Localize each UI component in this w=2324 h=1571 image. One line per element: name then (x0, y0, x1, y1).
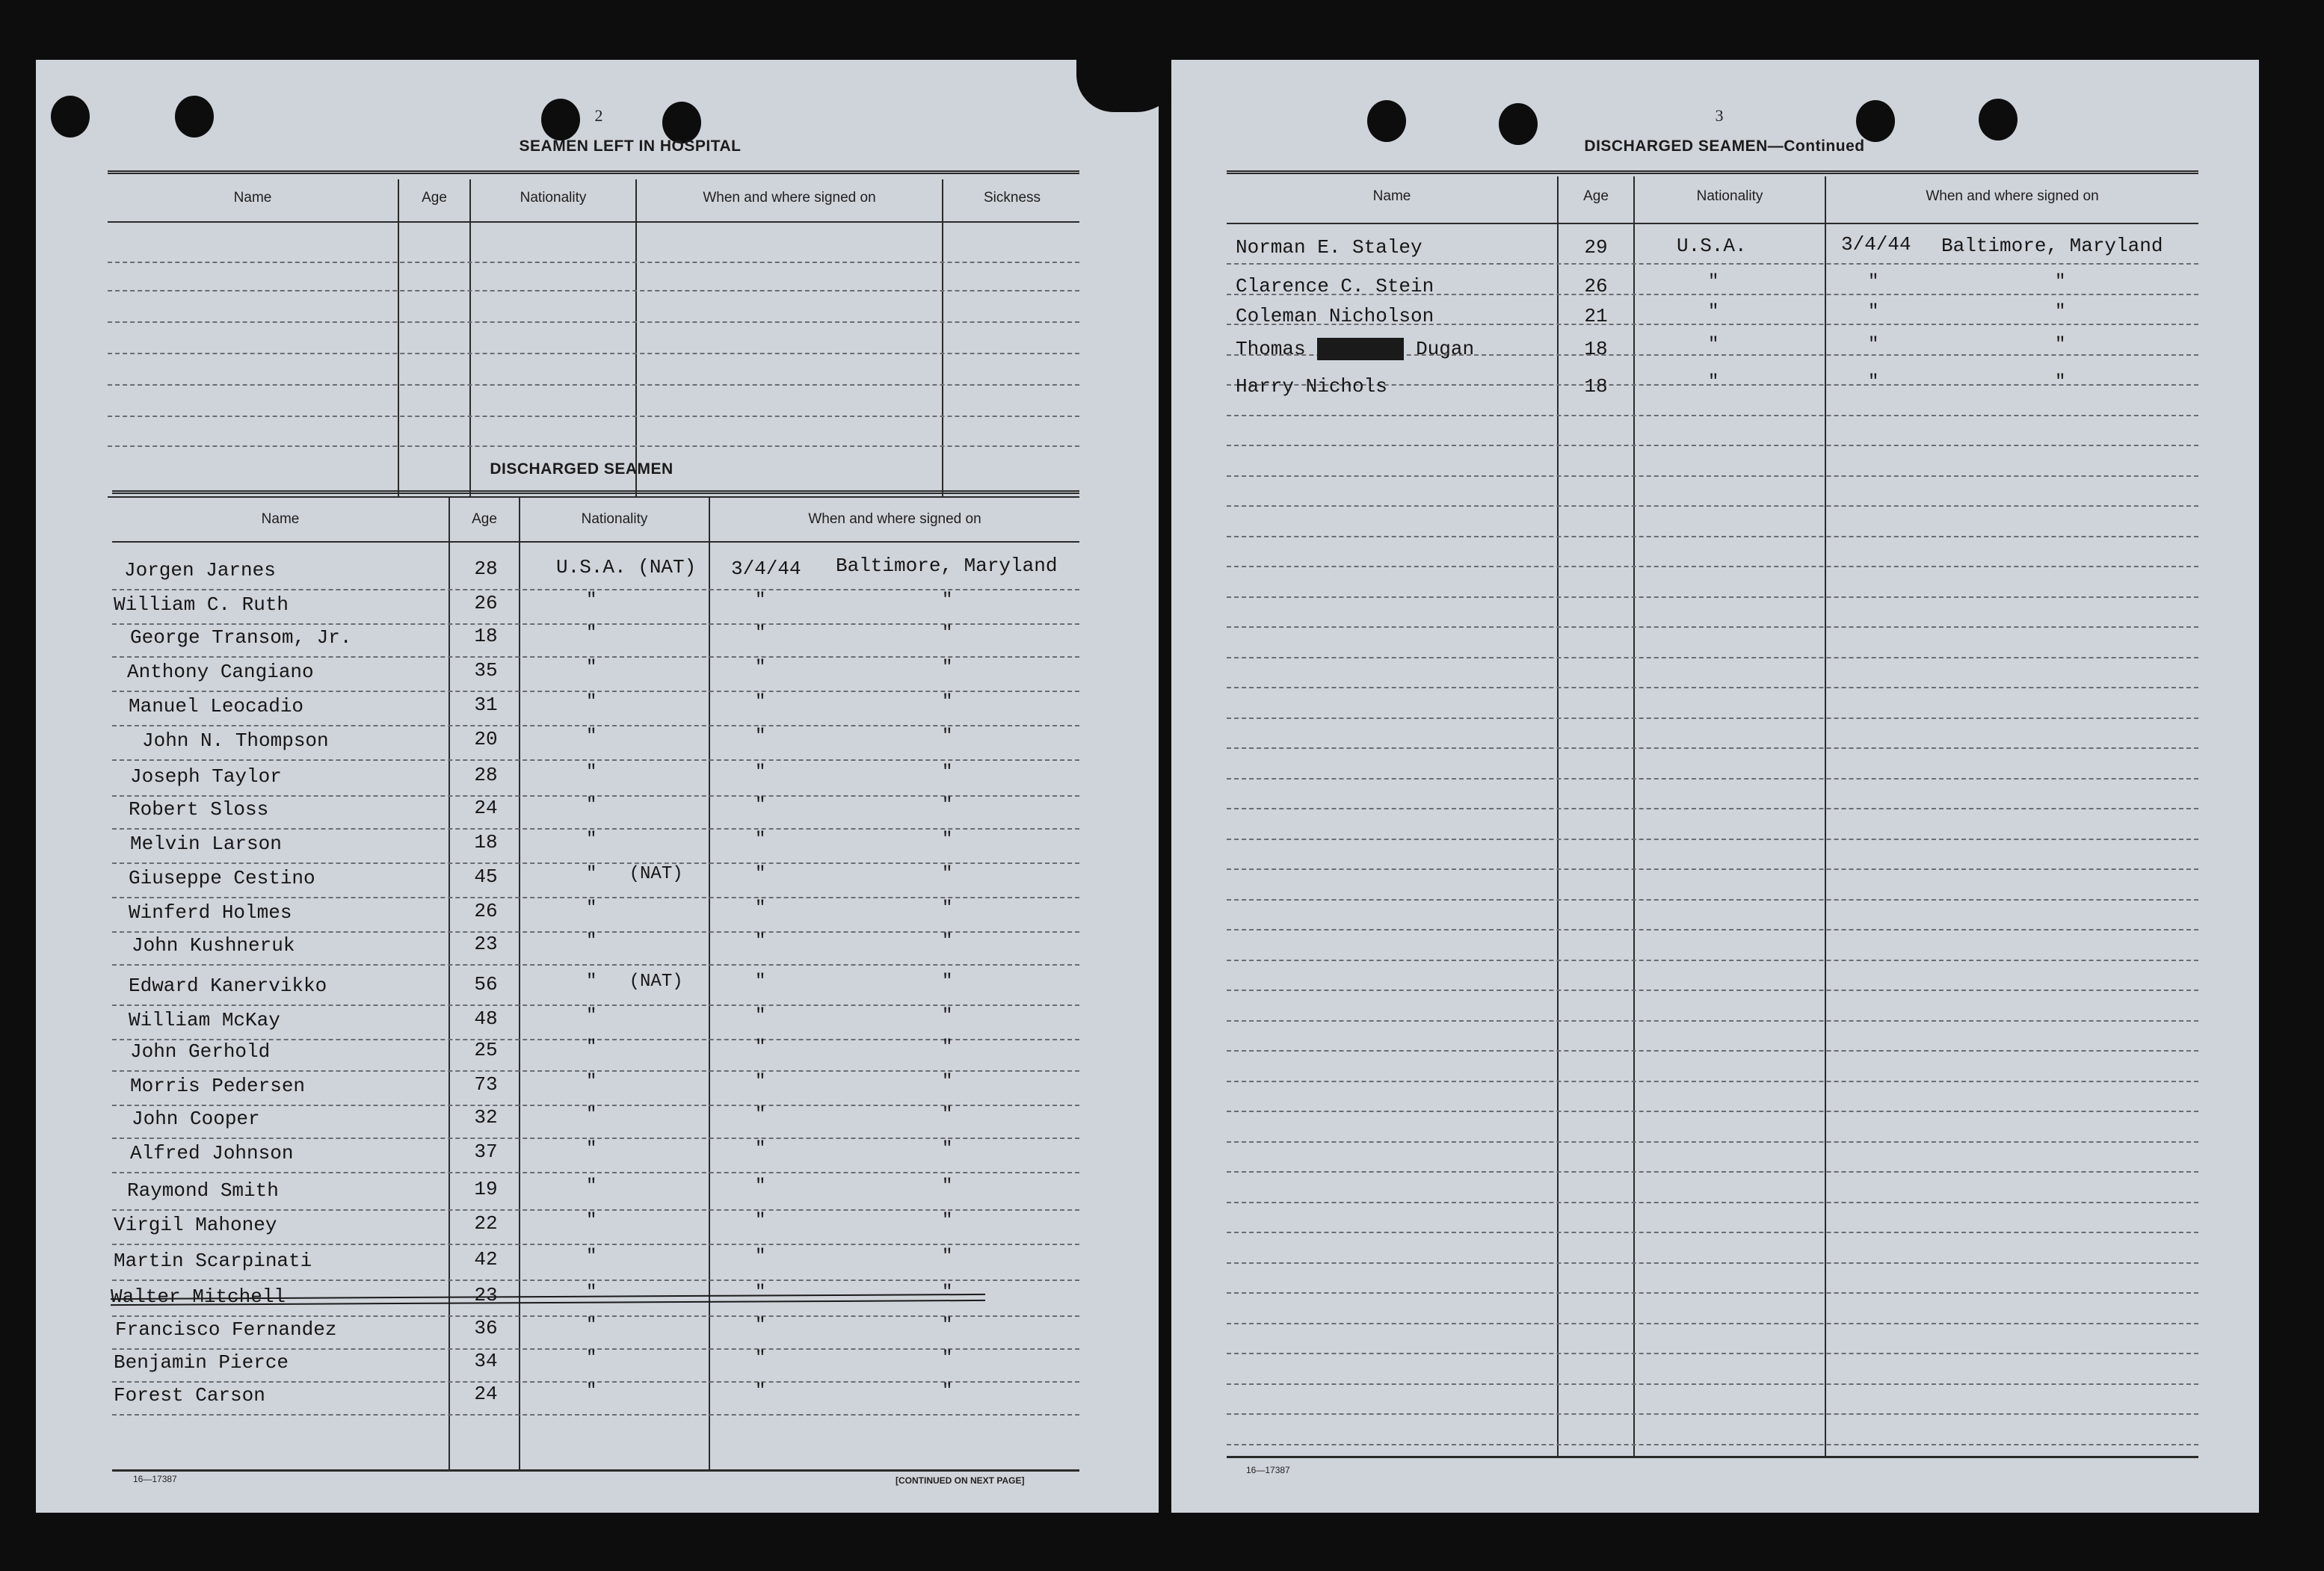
signed-place: " (942, 1105, 953, 1125)
row-rule (108, 262, 1079, 263)
signed-date: " (755, 1105, 766, 1125)
table-rule (1227, 170, 2198, 174)
seaman-age: 18 (474, 831, 498, 854)
signed-place: " (2055, 272, 2066, 292)
seaman-age: 48 (474, 1007, 498, 1030)
row-rule (108, 353, 1079, 354)
seaman-age: 21 (1584, 305, 1608, 327)
signed-date: " (755, 590, 766, 611)
row-rule (1227, 868, 2198, 870)
row-rule (112, 1280, 1079, 1281)
seaman-nationality: " (586, 1381, 597, 1401)
seaman-age: 32 (474, 1106, 498, 1129)
seaman-name: Coleman Nicholson (1236, 305, 1434, 327)
seaman-nationality: " (586, 1105, 597, 1125)
row-rule (1227, 808, 2198, 809)
signed-date: 3/4/44 (731, 558, 801, 580)
seaman-age: 24 (474, 1383, 498, 1405)
row-rule (1227, 626, 2198, 628)
seaman-nationality: " (586, 1211, 597, 1231)
seaman-nationality: " (586, 590, 597, 611)
seaman-nationality: " (586, 726, 597, 747)
seaman-name: Robert Sloss (129, 798, 269, 821)
seaman-age: 23 (474, 1284, 498, 1306)
name-first: Thomas (1236, 338, 1306, 360)
signed-place: " (2055, 372, 2066, 392)
row-rule (1227, 505, 2198, 507)
seaman-age: 18 (474, 625, 498, 647)
signed-place: " (942, 762, 953, 783)
row-rule (1227, 536, 2198, 537)
signed-date: " (755, 1348, 766, 1368)
signed-date: " (1868, 372, 1879, 392)
seaman-name: Manuel Leocadio (129, 695, 304, 717)
seaman-name: Walter Mitchell (111, 1285, 286, 1308)
signed-place: " (942, 1211, 953, 1231)
row-rule (1227, 747, 2198, 749)
row-rule (112, 1172, 1079, 1173)
row-rule (112, 964, 1079, 966)
seaman-age: 23 (474, 933, 498, 955)
row-rule (1227, 990, 2198, 991)
row-rule (108, 290, 1079, 291)
signed-date: " (755, 623, 766, 643)
seaman-name: Benjamin Pierce (114, 1351, 289, 1374)
signed-place: " (942, 1176, 953, 1197)
row-rule (1227, 717, 2198, 719)
signed-place: " (942, 1315, 953, 1336)
seaman-nationality: " (586, 1247, 597, 1267)
column-header: Nationality (520, 190, 587, 206)
row-rule (1227, 899, 2198, 901)
seaman-name: Alfred Johnson (130, 1142, 294, 1164)
seaman-age: 22 (474, 1212, 498, 1235)
seaman-age: 73 (474, 1073, 498, 1096)
column-header: Name (261, 511, 300, 527)
signed-place: " (942, 1139, 953, 1159)
seaman-name (1236, 338, 1474, 360)
seaman-age: 29 (1584, 236, 1608, 259)
right-page (1171, 60, 2259, 1513)
signed-place: " (942, 658, 953, 678)
seaman-name: Clarence C. Stein (1236, 275, 1434, 297)
column-header: Nationality (581, 511, 648, 527)
row-rule (108, 384, 1079, 386)
redacted-name (1317, 338, 1404, 360)
seaman-nationality: " (586, 762, 597, 783)
seaman-nationality: " (NAT) (586, 972, 683, 992)
row-rule (1227, 1141, 2198, 1143)
signed-date: " (755, 972, 766, 992)
signed-date: " (755, 1006, 766, 1026)
discharged-title: DISCHARGED SEAMEN (490, 460, 674, 478)
header-rule (1227, 223, 2198, 224)
seaman-name: Anthony Cangiano (127, 661, 314, 683)
column-header: Age (422, 190, 447, 206)
row-rule (112, 1414, 1079, 1416)
row-rule (108, 445, 1079, 447)
signed-date: " (755, 1139, 766, 1159)
signed-place: " (942, 972, 953, 992)
signed-date: " (755, 931, 766, 951)
continued-note: [CONTINUED ON NEXT PAGE] (896, 1475, 1025, 1486)
seaman-age: 26 (474, 900, 498, 922)
seaman-nationality: " (586, 1072, 597, 1092)
row-rule (1227, 1081, 2198, 1082)
seaman-nationality: " (NAT) (586, 864, 683, 884)
signed-place: " (942, 1348, 953, 1368)
punch-hole-icon (175, 96, 214, 138)
punch-hole-icon (1979, 99, 2018, 141)
seaman-nationality: " (1708, 272, 1719, 292)
signed-date: 3/4/44 (1841, 233, 1911, 256)
signed-date: " (755, 1315, 766, 1336)
signed-date: " (755, 762, 766, 783)
seaman-age: 37 (474, 1141, 498, 1163)
seaman-nationality: " (586, 1283, 597, 1303)
seaman-age: 42 (474, 1248, 498, 1271)
seaman-name: John Kushneruk (132, 934, 295, 957)
row-rule (1227, 929, 2198, 930)
seaman-name: Virgil Mahoney (114, 1214, 277, 1236)
punch-hole-icon (1499, 103, 1538, 145)
seaman-nationality: " (586, 692, 597, 712)
column-divider (469, 179, 471, 496)
table-rule (1227, 1456, 2198, 1458)
signed-date: " (755, 1381, 766, 1401)
column-divider (398, 179, 399, 496)
header-rule (108, 221, 1079, 223)
signed-date: " (755, 1072, 766, 1092)
signed-date: " (1868, 335, 1879, 355)
signed-place: " (942, 864, 953, 884)
seaman-name: John N. Thompson (142, 729, 329, 752)
row-rule (1227, 1202, 2198, 1203)
seaman-nationality: U.S.A. (1677, 235, 1747, 257)
column-header: Name (1372, 188, 1411, 204)
seaman-name: Joseph Taylor (130, 765, 282, 788)
row-rule (1227, 566, 2198, 567)
seaman-age: 26 (1584, 275, 1608, 297)
seaman-age: 45 (474, 865, 498, 888)
column-header: When and where signed on (1926, 188, 2099, 204)
signed-place: " (942, 1247, 953, 1267)
row-rule (112, 1244, 1079, 1245)
signed-place: " (942, 1381, 953, 1401)
seaman-name: William C. Ruth (114, 593, 289, 616)
signed-place: " (2055, 335, 2066, 355)
signed-date: " (1868, 302, 1879, 322)
seaman-name: Forest Carson (114, 1384, 265, 1407)
column-header: When and where signed on (808, 511, 981, 527)
seaman-age: 31 (474, 694, 498, 716)
signed-place: " (942, 795, 953, 815)
seaman-name: Melvin Larson (130, 833, 282, 855)
seaman-nationality: " (586, 1037, 597, 1058)
signed-place: " (942, 830, 953, 850)
signed-place: " (2055, 302, 2066, 322)
row-rule (1227, 415, 2198, 416)
row-rule (1227, 839, 2198, 840)
page-title: DISCHARGED SEAMEN—Continued (1584, 138, 1865, 155)
seaman-name: Jorgen Jarnes (124, 559, 276, 581)
signed-place: " (942, 623, 953, 643)
seaman-name: George Transom, Jr. (130, 626, 352, 649)
punch-hole-icon (1856, 100, 1895, 142)
form-number: 16—17387 (133, 1474, 177, 1484)
seaman-age: 28 (474, 558, 498, 580)
seaman-nationality: " (586, 830, 597, 850)
seaman-nationality: " (586, 1139, 597, 1159)
signed-place: " (942, 590, 953, 611)
column-header: Nationality (1696, 188, 1763, 204)
row-rule (1227, 657, 2198, 658)
signed-place: " (942, 1283, 953, 1303)
signed-date: " (755, 1176, 766, 1197)
row-rule (1227, 445, 2198, 446)
seaman-nationality: " (586, 1348, 597, 1368)
row-rule (1227, 1020, 2198, 1022)
seaman-nationality: " (1708, 302, 1719, 322)
signed-date: " (755, 864, 766, 884)
seaman-name: Giuseppe Cestino (129, 867, 315, 889)
column-divider (942, 179, 943, 496)
seaman-nationality: " (1708, 372, 1719, 392)
row-rule (1227, 778, 2198, 780)
signed-date: " (755, 830, 766, 850)
seaman-nationality: " (586, 898, 597, 919)
signed-date: " (755, 1037, 766, 1058)
column-header: Sickness (983, 190, 1041, 206)
punch-hole-icon (51, 96, 90, 138)
seaman-age: 36 (474, 1317, 498, 1339)
seaman-name: John Gerhold (130, 1040, 271, 1063)
seaman-nationality: " (586, 658, 597, 678)
signed-date: " (755, 1247, 766, 1267)
seaman-age: 18 (1584, 338, 1608, 360)
column-header: Name (233, 190, 272, 206)
signed-date: " (755, 692, 766, 712)
row-rule (112, 759, 1079, 761)
row-rule (1227, 687, 2198, 688)
signed-date: " (755, 1283, 766, 1303)
seaman-nationality: " (586, 1315, 597, 1336)
seaman-name: William McKay (129, 1009, 280, 1031)
signed-date: " (1868, 272, 1879, 292)
signed-place: " (942, 1037, 953, 1058)
column-header: When and where signed on (703, 190, 876, 206)
seaman-name: Edward Kanervikko (129, 975, 327, 997)
punch-hole-icon (541, 99, 580, 141)
seaman-age: 24 (474, 797, 498, 819)
left-page (36, 60, 1159, 1513)
signed-place: " (942, 1006, 953, 1026)
row-rule (1227, 1171, 2198, 1173)
signed-place: " (942, 692, 953, 712)
seaman-name: Francisco Fernandez (115, 1318, 337, 1341)
seaman-name: Harry Nichols (1236, 375, 1387, 398)
seaman-name: Raymond Smith (127, 1179, 279, 1202)
seaman-age: 28 (474, 764, 498, 786)
seaman-nationality: " (586, 1006, 597, 1026)
torn-edge (1076, 52, 1181, 112)
signed-place: " (942, 931, 953, 951)
column-divider (1557, 176, 1559, 1456)
row-rule (1227, 1383, 2198, 1385)
seaman-age: 19 (474, 1178, 498, 1200)
row-rule (108, 416, 1079, 417)
row-rule (1227, 1292, 2198, 1294)
column-divider (709, 498, 710, 1469)
row-rule (108, 321, 1079, 323)
seaman-age: 35 (474, 659, 498, 682)
table-rule (112, 1469, 1079, 1472)
table-rule (108, 496, 1079, 498)
signed-place: " (942, 1072, 953, 1092)
punch-hole-icon (1367, 100, 1406, 142)
column-divider (1633, 176, 1635, 1456)
header-rule (112, 541, 1079, 543)
signed-date: " (755, 898, 766, 919)
seaman-age: 18 (1584, 375, 1608, 398)
page-number: 3 (1715, 106, 1724, 125)
seaman-nationality: " (586, 1176, 597, 1197)
row-rule (1227, 1050, 2198, 1052)
row-rule (1227, 475, 2198, 477)
hospital-title: SEAMEN LEFT IN HOSPITAL (519, 138, 742, 155)
seaman-age: 20 (474, 728, 498, 750)
seaman-nationality: " (586, 931, 597, 951)
row-rule (1227, 263, 2198, 265)
seaman-name: John Cooper (132, 1108, 260, 1130)
signed-date: " (755, 658, 766, 678)
seaman-age: 25 (474, 1039, 498, 1061)
seaman-name: Winferd Holmes (129, 901, 292, 924)
table-rule (108, 170, 1079, 174)
column-divider (1825, 176, 1826, 1456)
seaman-nationality: " (586, 623, 597, 643)
table-rule (112, 490, 1079, 494)
row-rule (1227, 596, 2198, 598)
seaman-nationality: U.S.A. (NAT) (556, 556, 697, 578)
signed-place: " (942, 898, 953, 919)
row-rule (1227, 1413, 2198, 1415)
seaman-age: 26 (474, 592, 498, 614)
row-rule (1227, 1262, 2198, 1264)
seaman-nationality: " (1708, 335, 1719, 355)
signed-date: " (755, 1211, 766, 1231)
name-last: Dugan (1416, 338, 1475, 360)
row-rule (1227, 1111, 2198, 1112)
seaman-age: 34 (474, 1350, 498, 1372)
signed-date: " (755, 795, 766, 815)
seaman-name: Norman E. Staley (1236, 236, 1423, 259)
column-divider (635, 179, 637, 496)
seaman-nationality: " (586, 795, 597, 815)
signed-place: Baltimore, Maryland (836, 555, 1058, 577)
seaman-age: 56 (474, 973, 498, 996)
row-rule (1227, 1323, 2198, 1324)
signed-date: " (755, 726, 766, 747)
signed-place: " (942, 726, 953, 747)
row-rule (1227, 960, 2198, 961)
form-number: 16—17387 (1246, 1465, 1290, 1475)
seaman-name: Martin Scarpinati (114, 1250, 312, 1272)
row-rule (1227, 1232, 2198, 1233)
column-header: Age (472, 511, 497, 527)
row-rule (1227, 1444, 2198, 1445)
seaman-name: Morris Pedersen (130, 1075, 306, 1097)
page-number: 2 (594, 106, 603, 125)
column-header: Age (1583, 188, 1609, 204)
row-rule (1227, 1353, 2198, 1354)
signed-place: Baltimore, Maryland (1941, 235, 2163, 257)
